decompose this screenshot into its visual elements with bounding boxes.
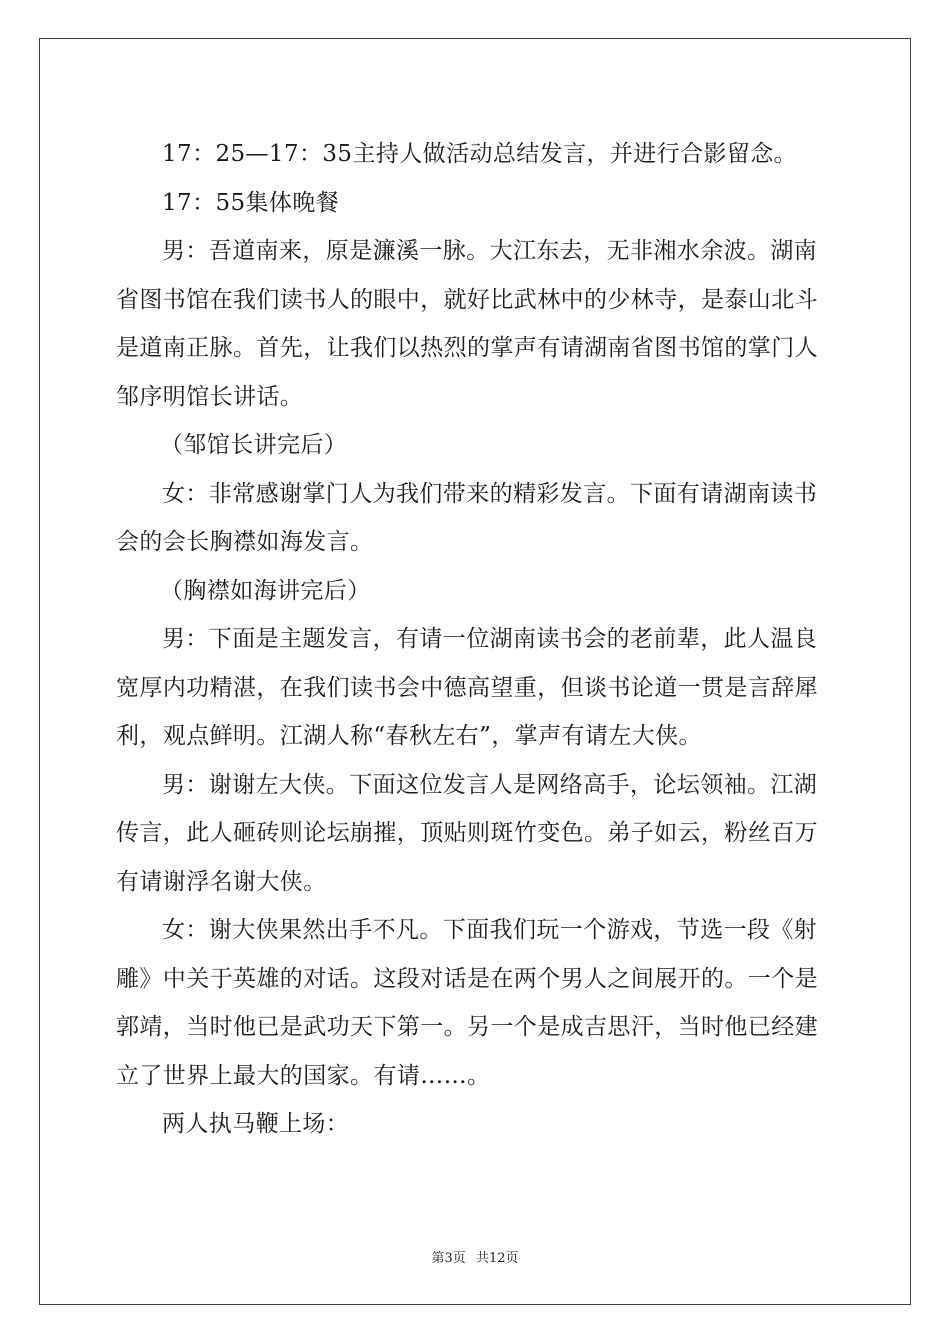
document-body xyxy=(116,130,836,1149)
paragraph-female-thanks: 女：非常感谢掌门人为我们带来的精彩发言。下面有请湖南读书会的会长胸襟如海发言。 xyxy=(116,480,818,555)
paragraph-male-theme: 男：下面是主题发言，有请一位湖南读书会的老前辈，此人温良宽厚内功精湛，在我们读书会中德高望重，但谈书论道一贯是言辞犀利，观点鲜明。江湖人称“春秋左右”，掌声有请左大侠。 xyxy=(116,626,818,749)
page-footer xyxy=(0,1247,950,1266)
stage-direction-zou: （邹馆长讲完后） xyxy=(160,432,348,458)
paragraph-entrance: 两人执马鞭上场： xyxy=(162,1111,350,1137)
paragraph-male-thanks-zuo: 男：谢谢左大侠。下面这位发言人是网络高手，论坛领袖。江湖传言，此人砸砖则论坛崩摧，顶贴则斑竹变色。弟子如云，粉丝百万有请谢浮名谢大侠。 xyxy=(116,771,818,895)
paragraph-male-opening: 男：吾道南来，原是濂溪一脉。大江东去，无非湘水余波。湖南省图书馆在我们读书人的眼中，就好比武林中的少林寺，是泰山北斗是道南正脉。首先，让我们以热烈的掌声有请湖南省图书馆的掌门人邹序明馆长讲话。 xyxy=(116,238,818,410)
stage-direction-xiongjin: （胸襟如海讲完后） xyxy=(160,577,371,604)
paragraph-schedule-1755: 17：55集体晚餐 xyxy=(162,189,340,216)
paragraph-female-game: 女：谢大侠果然出手不凡。下面我们玩一个游戏，节选一段《射雕》中关于英雄的对话。这段对话是在两个男人之间展开的。一个是郭靖，当时他已是武功天下第一。另一个是成吉思汗，当时他已经建立了世界上最大的国家。有请……。 xyxy=(116,917,818,1089)
page-number: 第3页 xyxy=(431,1251,466,1266)
paragraph-schedule-1725: 17：25—17：35主持人做活动总结发言，并进行合影留念。 xyxy=(162,141,798,167)
page-total: 共12页 xyxy=(475,1251,519,1266)
